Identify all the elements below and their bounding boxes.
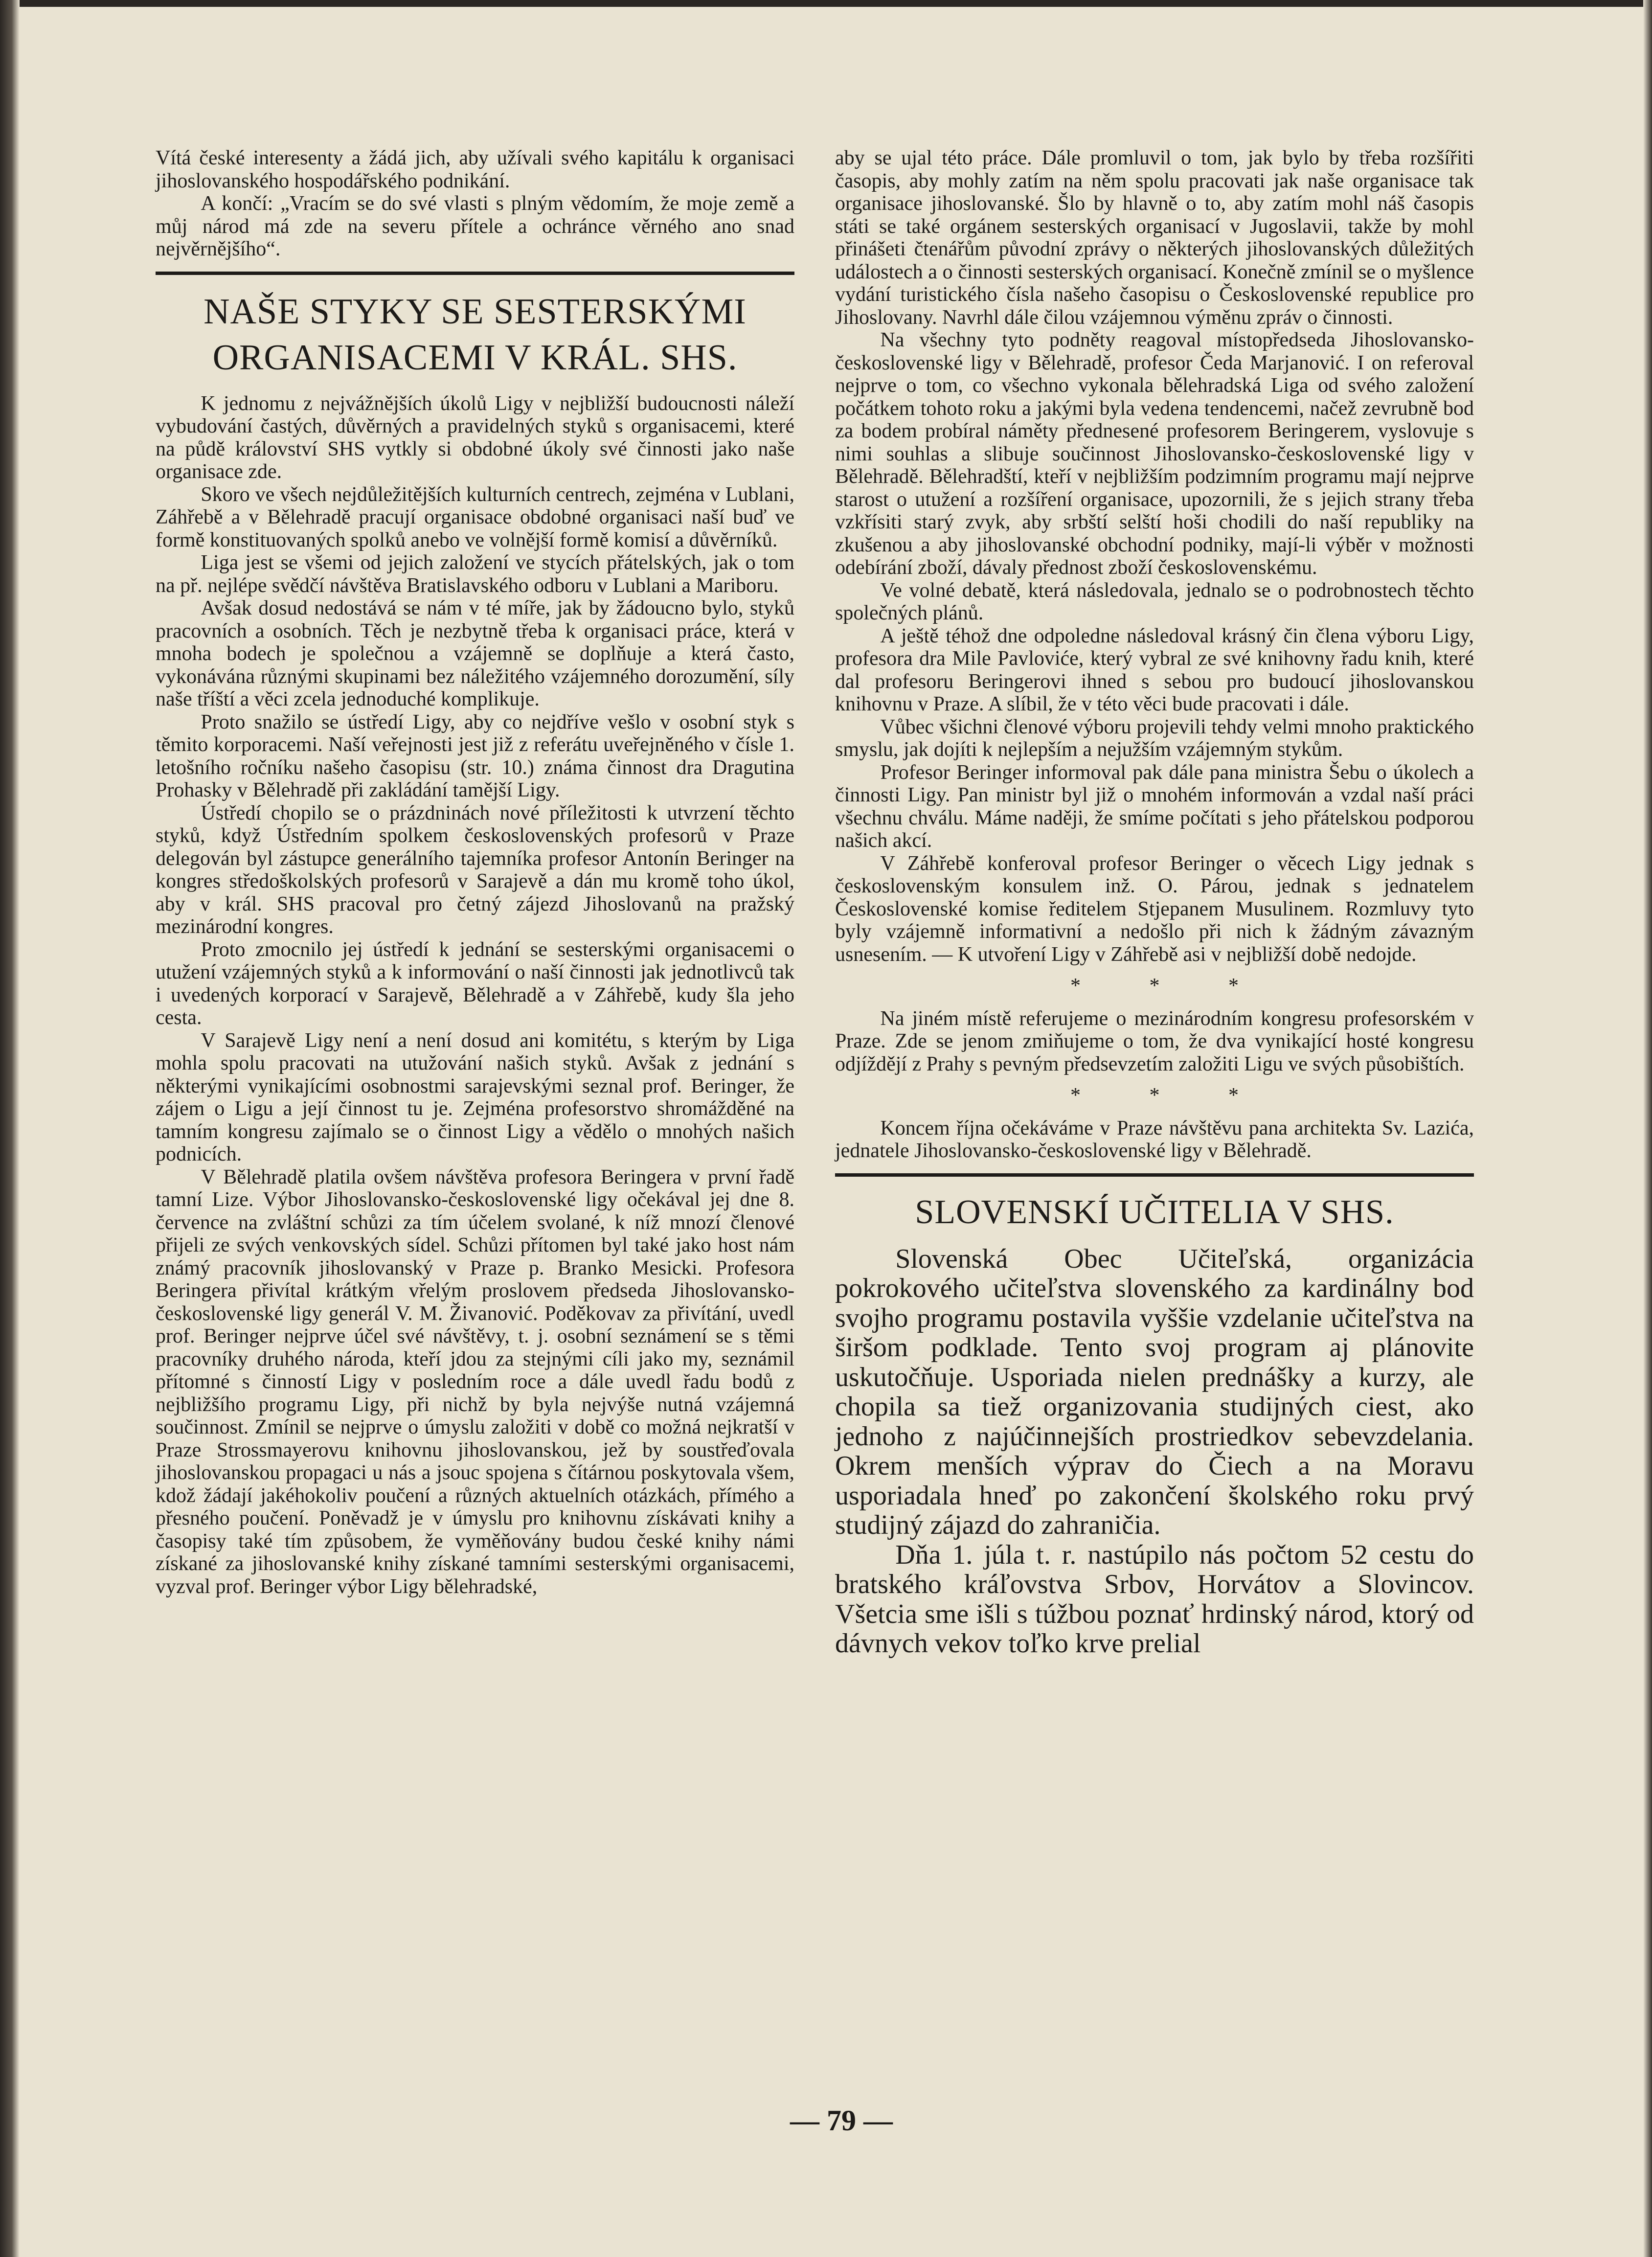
article-paragraph: Vůbec všichni členové výboru projevili tehdy velmi mnoho praktického smyslu, jak dojíti k nejlepším a nejužším vzájemným stykům. [835, 715, 1474, 761]
article-paragraph: Ústředí chopilo se o prázdninách nové příležitosti k utvrzení těchto styků, když Ústředním spolkem československých profesorů v Praze delegován byl zástupce generálního tajemníka profesor Antonín Beringer na kongres středoškolských profesorů v Sarajevě a dán mu kromě toho úkol, aby v král. SHS pracoval pro četný zájezd Jihoslovanů na pražský mezinárodní kongres. [156, 801, 794, 938]
article-paragraph: Liga jest se všemi od jejich založení ve stycích přátelských, jak o tom na př. nejlépe svědčí návštěva Bratislavského odboru v Lublani a Mariboru. [156, 551, 794, 597]
scan-edge-right [1643, 0, 1652, 2257]
article-paragraph: V Záhřebě konferoval profesor Beringer o věcech Ligy jednak s československým konsulem inž. O. Párou, jednak s jednatelem Československé komise ředitelem Stjepanem Musulinem. Rozmluvy tyto byly vzájemně informativní a nedošlo při nich k žádným závazným usnesením. — K utvoření Ligy v Záhřebě asi v nejbližší době nedojde. [835, 852, 1474, 966]
article-paragraph: Slovenská Obec Učiteľská, organizácia pokrokového učiteľstva slovenského za kardinálny bod svojho programu postavila vyššie vzdelanie učiteľstva na širšom podklade. Tento svoj program aj plánovite uskutočňuje. Usporiada nielen prednášky a kurzy, ale chopila sa tiež organizovania studijných ciest, ako jednoho z najúčinnejších prostriedkov sebevzdelania. Okrem menších výprav do Čiech a na Moravu usporiadala hneď po zakončení školského roku prvý studijný zájazd do zahraničia. [835, 1243, 1474, 1540]
article-paragraph: A ještě téhož dne odpoledne následoval krásný čin člena výboru Ligy, profesora dra Mile Pavloviće, který vybral ze své knihovny řadu knih, které dal profesoru Beringerovi ihned s sebou pro budoucí jihoslovanskou knihovnu v Praze. A slíbil, že v této věci bude pracovati i dále. [835, 624, 1474, 715]
section-divider [835, 1173, 1474, 1177]
article-paragraph: Proto snažilo se ústředí Ligy, aby co nejdříve vešlo v osobní styk s těmito korporacemi. Naší veřejnosti jest již z referátu uveřejněného v čísle 1. letošního ročníku našeho časopisu (str. 10.) známa činnost dra Dragutina Prohasky v Bělehradě při zakládání tamější Ligy. [156, 710, 794, 801]
intro-paragraph: A končí: „Vracím se do své vlasti s plným vědomím, že moje země a můj národ má zde na severu přítele a ochránce věrného ano snad nejvěrnějšího“. [156, 192, 794, 260]
section-separator: * * * [1070, 1084, 1239, 1107]
article-paragraph: Profesor Beringer informoval pak dále pana ministra Šebu o úkolech a činnosti Ligy. Pan ministr byl již o mnohém informován a vzdal naší práci všechnu chválu. Máme naději, že smíme počítati s jeho přátelskou podporou našich akcí. [835, 761, 1474, 852]
article-paragraph: Skoro ve všech nejdůležitějších kulturních centrech, zejména v Lublani, Záhřebě a v Bělehradě pracují organisace obdobné organisaci naší buď ve formě konstituovaných spolků anebo ve volnější formě komisí a důvěrníků. [156, 483, 794, 551]
article-paragraph: Avšak dosud nedostává se nám v té míře, jak by žádoucno bylo, styků pracovních a osobních. Těch je nezbytně třeba k organisaci práce, která v mnoha bodech je společnou a vzájemně se doplňuje a která často, vykonávána různými skupinami bez náležitého vzájemného dorozumění, síly naše tříští a věci zcela jednoduché komplikuje. [156, 597, 794, 710]
scan-edge-left [0, 0, 20, 2257]
article-paragraph: Proto zmocnilo jej ústředí k jednání se sesterskými organisacemi o utužení vzájemných styků a k informování o naší činnosti jak jednotlivců tak i uvedených korporací v Sarajevě, Bělehradě a v Záhřebě, kudy šla jeho cesta. [156, 938, 794, 1029]
article-paragraph: V Sarajevě Ligy není a není dosud ani komitétu, s kterým by Liga mohla spolu pracovati na utužování našich styků. Avšak z jednání s některými vynikajícími osobnostmi sarajevskými seznal prof. Beringer, že zájem o Ligu a její činnost tu je. Zejména profesorstvo shromážděné na tamním kongresu zajímalo se o činnost Ligy a vědělo o mnohých našich podnicích. [156, 1029, 794, 1165]
section-separator: * * * [1070, 975, 1239, 997]
article-title: NAŠE STYKY SE SESTERSKÝMI ORGANISACEMI V KRÁL. SHS. [204, 291, 747, 378]
left-column [156, 147, 794, 1598]
article-paragraph: Ve volné debatě, která následovala, jednalo se o podrobnostech těchto společných plánů. [835, 579, 1474, 624]
article-paragraph: Na všechny tyto podněty reagoval místopředseda Jihoslovansko-československé ligy v Bělehradě, profesor Čeda Marjanović. I on referoval nejprve o tom, co všechno vykonala bělehradská Liga od svého založení počátkem tohoto roku a jakými byla vedena tendencemi, načež zevrubně bod za bodem probíral náměty přednesené profesorem Beringerem, vyslovuje s nimi souhlas a slibuje součinnost Jihoslovansko-československé ligy v Bělehradě. Bělehradští, kteří v nejbližším podzimním programu mají nejprve starost o utužení a rozšíření organisace, upozornili, že s jejich strany třeba vzkřísiti starý zvyk, aby srbští selští hoši chodili do naší republiky na zkušenou a aby jihoslovanské obchodní podniky, mají-li výběr v možnosti odebírání zboží, dávaly přednost zboží československému. [835, 329, 1474, 579]
intro-paragraph: Vítá české interesenty a žádá jich, aby užívali svého kapitálu k organisaci jihoslovanského hospodářského podnikání. [156, 147, 794, 192]
article-paragraph: aby se ujal této práce. Dále promluvil o tom, jak bylo by třeba rozšířiti časopis, aby mohly zatím na něm spolu pracovati jak naše organisace tak organisace jihoslovanské. Šlo by hlavně o to, aby zatím mohl náš časopis státi se také orgánem sesterských organisací v Jugoslavii, takže by mohl přinášeti čtenářům původní zprávy o některých jihoslovanských důležitých událostech a o činnosti sesterských organisací. Konečně zmínil se o myšlence vydání turistického čísla našeho časopisu o Československé republice pro Jihoslovany. Navrhl dále čilou vzájemnou výměnu zpráv o činnosti. [835, 147, 1474, 329]
right-column [835, 147, 1474, 1659]
article-paragraph: K jednomu z nejvážnějších úkolů Ligy v nejbližší budoucnosti náleží vybudování častých, důvěrných a pravidelných styků s organisacemi, které na půdě království SHS vytkly si obdobné úkoly své činnosti jako naše organisace zde. [156, 392, 794, 483]
page-number: — 79 — [790, 2104, 893, 2137]
article-title: SLOVENSKÍ UČITELIA V SHS. [915, 1193, 1394, 1231]
article-body-large [835, 1244, 1474, 1659]
news-note: Koncem října očekáváme v Praze návštěvu pana architekta Sv. Lazića, jednatele Jihoslovansko-československé ligy v Bělehradě. [835, 1117, 1474, 1162]
scan-edge-top [0, 0, 1652, 7]
news-note: Na jiném místě referujeme o mezinárodním kongresu profesorském v Praze. Zde se jenom zmiňujeme o tom, že dva vynikající hosté kongresu odjíždějí z Prahy s pevným předsevzetím založiti Ligu ve svých působištích. [835, 1007, 1474, 1075]
article-paragraph: V Bělehradě platila ovšem návštěva profesora Beringera v první řadě tamní Lize. Výbor Jihoslovansko-československé ligy očekával jej dne 8. července na zvláštní schůzi za tím účelem svolané, k níž mnozí členové přijeli ze svých venkovských sídel. Schůzi přítomen byl také jako host nám známý pracovník jihoslovanský v Praze p. Branko Mesicki. Profesora Beringera přivítal krátkým vřelým proslovem předseda Jihoslovansko-československé ligy generál V. M. Živanović. Poděkovav za přivítání, uvedl prof. Beringer nejprve účel své návštěvy, t. j. osobní seznámení se s těmi pracovníky druhého národa, kteří jdou za stejnými cíli jako my, seznámil přítomné s činností Ligy v posledním roce a dále uvedl řadu bodů z nejbližšího programu Ligy, při nichž by byla nejvýše nutná vzájemná součinnost. Zmínil se nejprve o úmyslu založiti v době co možná nejkratší v Praze Strossmayerovu knihovnu jihoslovanskou, jež by soustřeďovala jihoslovanskou propagaci u nás a jsouc spojena s čítárnou poskytovala všem, kdož žádají jakéhokoliv poučení a různých aktuelních otázkách, přímého a přesného poučení. Poněvadž je v úmyslu pro knihovnu získávati knihy a časopisy také tím způsobem, že vyměňovány budou české knihy námi získané za jihoslovanské knihy získané tamními sesterskými organisacemi, vyzval prof. Beringer výbor Ligy bělehradské, [156, 1165, 794, 1598]
article-paragraph: Dňa 1. júla t. r. nastúpilo nás počtom 52 cestu do bratského kráľovstva Srbov, Horvátov a Slovincov. Všetcia sme išli s túžbou poznať hrdinský národ, ktorý od dávnych vekov toľko krve prelial [835, 1539, 1474, 1659]
section-divider [156, 272, 794, 275]
